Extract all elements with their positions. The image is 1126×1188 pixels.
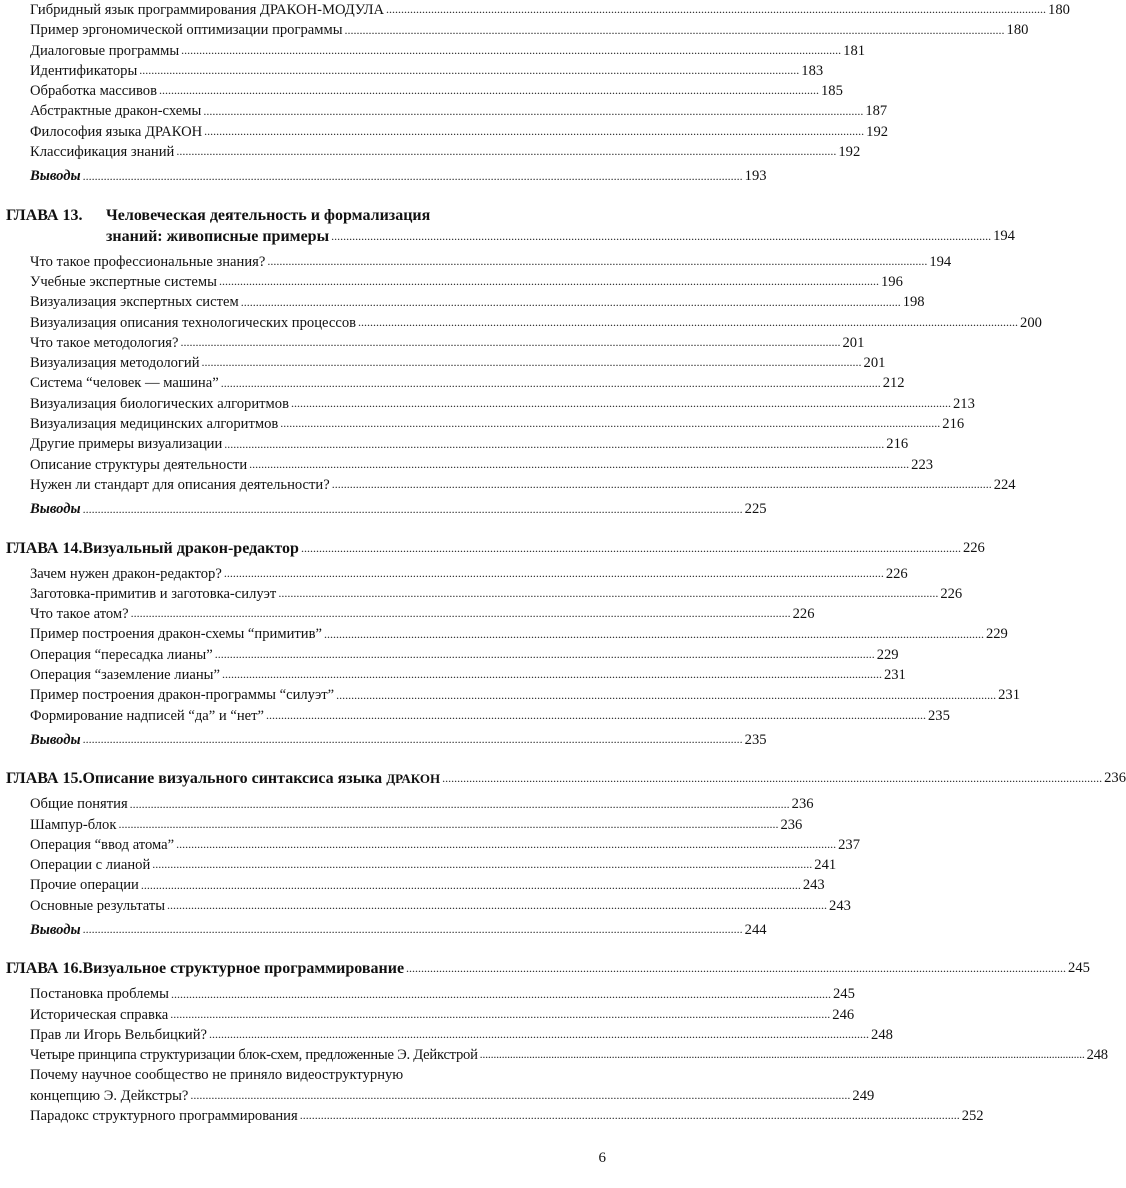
entry-page: 231	[998, 687, 1020, 704]
chapter-13-heading[interactable]	[6, 205, 1015, 247]
entry-page: 187	[865, 103, 888, 120]
leader-dots: ............................................................................................................................................................................................................................	[358, 314, 1019, 329]
toc-entry[interactable]	[30, 645, 899, 665]
leader-dots: ............................................................................................................................................................................................................................	[290, 396, 951, 411]
entry-page: 249	[852, 1087, 875, 1104]
toc-entry[interactable]	[30, 896, 851, 916]
entry-page: 226	[940, 585, 963, 602]
entry-title: Операция “заземление лианы”	[30, 667, 220, 684]
entry-title: Учебные экспертные системы	[30, 273, 217, 290]
leader-dots: ............................................................................................................................................................................................................................	[323, 626, 984, 641]
entry-page: 245	[832, 986, 855, 1003]
entry-page: 212	[882, 375, 905, 392]
leader-dots: ............................................................................................................................................................................................................................	[176, 144, 837, 159]
leader-dots: ............................................................................................................................................................................................................................	[214, 647, 875, 662]
entry-page: 181	[843, 42, 866, 59]
toc-entry[interactable]	[30, 584, 963, 604]
toc-summary-entry[interactable]	[30, 920, 767, 940]
leader-dots: ............................................................................................................................................................................................................................	[209, 1027, 870, 1042]
toc-summary-entry[interactable]	[30, 730, 767, 750]
toc-entry[interactable]	[30, 434, 909, 454]
leader-dots: ............................................................................................................................................................................................................................	[221, 667, 882, 682]
chapter-title-line1: Человеческая деятельность и формализация	[106, 206, 431, 224]
toc-entry[interactable]	[30, 333, 865, 353]
entry-page: 241	[814, 857, 837, 874]
chapter-title-suffix: ДРАКОН	[386, 771, 441, 787]
entry-page: 216	[886, 436, 909, 453]
chapter-14-heading[interactable]	[6, 538, 985, 559]
toc-entry[interactable]	[30, 835, 860, 855]
leader-dots: ............................................................................................................................................................................................................................	[170, 986, 831, 1001]
entry-title: Выводы	[30, 921, 81, 938]
entry-title: Пример эргономической оптимизации программы	[30, 22, 343, 39]
entry-page: 223	[911, 456, 934, 473]
leader-dots: ............................................................................................................................................................................................................................	[130, 606, 791, 621]
entry-title: Что такое атом?	[30, 606, 129, 623]
leader-dots: ............................................................................................................................................................................................................................	[249, 456, 910, 471]
leader-dots: ............................................................................................................................................................................................................................	[139, 63, 800, 78]
entry-title: Прав ли Игорь Вельбицкий?	[30, 1026, 208, 1043]
entry-page: 252	[961, 1108, 984, 1125]
entry-page: 237	[838, 836, 860, 853]
entry-page: 226	[885, 565, 908, 582]
entry-title: Пример построения дракон-схемы “примитив”	[30, 626, 322, 643]
entry-title: Философия языка ДРАКОН	[30, 123, 203, 140]
leader-dots: ............................................................................................................................................................................................................................	[220, 375, 881, 390]
toc-entry[interactable]	[30, 353, 886, 373]
toc-entry[interactable]	[30, 604, 815, 624]
toc-entry[interactable]	[30, 414, 965, 434]
entry-title: Визуализация медицинских алгоритмов	[30, 416, 279, 433]
entry-page: 192	[866, 123, 889, 140]
toc-summary-entry[interactable]	[30, 499, 767, 519]
entry-title: Гибридный язык программирования ДРАКОН-МОДУЛА	[30, 2, 385, 18]
toc-entry[interactable]	[30, 1045, 1108, 1065]
toc-entry[interactable]	[30, 81, 843, 101]
leader-dots: ............................................................................................................................................................................................................................	[140, 877, 801, 892]
leader-dots: ............................................................................................................................................................................................................................	[152, 857, 813, 872]
entry-title: Нужен ли стандарт для описания деятельности?	[30, 476, 330, 493]
leader-dots: ............................................................................................................................................................................................................................	[82, 168, 743, 183]
page-number: 6	[598, 1150, 606, 1166]
leader-dots: ............................................................................................................................................................................................................................	[280, 416, 941, 431]
entry-title: Операция “ввод атома”	[30, 836, 175, 853]
leader-dots: ............................................................................................................................................................................................................................	[181, 42, 842, 57]
entry-title: Другие примеры визуализации	[30, 436, 223, 453]
toc-entry[interactable]	[30, 475, 1016, 495]
leader-dots: ............................................................................................................................................................................................................................	[300, 540, 961, 555]
chapter-title-line2: знаний: живописные примеры	[106, 227, 330, 245]
entry-title: Общие понятия	[30, 796, 128, 813]
entry-page: 201	[863, 355, 886, 372]
leader-dots: ............................................................................................................................................................................................................................	[203, 103, 864, 118]
entry-page: 198	[902, 294, 925, 311]
toc-entry[interactable]	[30, 1106, 984, 1126]
entry-page: 193	[744, 168, 767, 185]
toc-entry[interactable]	[30, 101, 888, 121]
entry-page: 213	[952, 395, 975, 412]
toc-summary-entry[interactable]	[30, 166, 767, 186]
toc-entry[interactable]	[30, 455, 934, 475]
entry-page: 226	[792, 606, 815, 623]
entry-title: Визуализация методологий	[30, 355, 200, 372]
toc-entry[interactable]	[30, 875, 825, 895]
toc-entry[interactable]	[30, 685, 1020, 705]
leader-dots: ............................................................................................................................................................................................................................	[82, 922, 743, 937]
chapter-title: Описание визуального синтаксиса языка	[82, 770, 383, 788]
chapter-page: 245	[1068, 960, 1090, 977]
leader-dots: ............................................................................................................................................................................................................................	[406, 961, 1067, 976]
leader-dots: ............................................................................................................................................................................................................................	[204, 124, 865, 139]
chapter-page: 226	[962, 539, 985, 556]
entry-page: 200	[1020, 314, 1042, 331]
entry-title: Выводы	[30, 731, 81, 748]
entry-title: Парадокс структурного программирования	[30, 1108, 298, 1125]
entry-title: Описание структуры деятельности	[30, 456, 248, 473]
leader-dots: ............................................................................................................................................................................................................................	[386, 2, 1047, 17]
entry-title: Операции с лианой	[30, 857, 151, 874]
entry-page: 231	[883, 667, 906, 684]
chapter-title: Визуальное структурное программирование	[82, 960, 405, 978]
leader-dots: ............................................................................................................................................................................................................................	[240, 294, 901, 309]
toc-entry[interactable]	[30, 142, 861, 162]
leader-dots: ............................................................................................................................................................................................................................	[331, 477, 992, 492]
leader-dots: ............................................................................................................................................................................................................................	[118, 816, 779, 831]
entry-page: 192	[838, 144, 861, 161]
entry-title: Зачем нужен дракон-редактор?	[30, 565, 222, 582]
entry-page: 244	[744, 921, 767, 938]
entry-title: Выводы	[30, 501, 81, 518]
leader-dots: ............................................................................................................................................................................................................................	[265, 707, 926, 722]
entry-title: Что такое методология?	[30, 334, 179, 351]
entry-page: 180	[1006, 22, 1029, 39]
entry-title: Что такое профессиональные знания?	[30, 253, 266, 270]
entry-page: 201	[842, 334, 865, 351]
chapter-15-heading[interactable]	[6, 768, 1126, 789]
entry-title: Операция “пересадка лианы”	[30, 646, 213, 663]
toc-entry[interactable]	[30, 61, 824, 81]
entry-title: Обработка массивов	[30, 83, 157, 100]
entry-page: 243	[829, 897, 851, 914]
entry-page: 248	[1086, 1047, 1108, 1064]
leader-dots: ............................................................................................................................................................................................................................	[180, 335, 841, 350]
entry-title: Четыре принципа структуризации блок-схем, предложенные Э. Дейкстрой	[30, 1047, 478, 1064]
leader-dots: ............................................................................................................................................................................................................................	[224, 436, 885, 451]
toc-entry[interactable]	[30, 706, 950, 726]
leader-dots: ............................................................................................................................................................................................................................	[267, 253, 928, 268]
entry-title: Классификация знаний	[30, 144, 175, 161]
entry-title-line1: Почему научное сообщество не приняло видеоструктурную	[30, 1067, 404, 1084]
leader-dots: ............................................................................................................................................................................................................................	[170, 1006, 831, 1021]
chapter-number: ГЛАВА 16.	[6, 960, 83, 978]
leader-dots: ............................................................................................................................................................................................................................	[190, 1088, 851, 1103]
toc-entry[interactable]	[30, 564, 908, 584]
leader-dots: ............................................................................................................................................................................................................................	[167, 897, 828, 912]
leader-dots: ............................................................................................................................................................................................................................	[278, 586, 939, 601]
toc-entry[interactable]	[30, 122, 889, 142]
leader-dots: ............................................................................................................................................................................................................................	[299, 1108, 960, 1123]
toc-entry[interactable]	[30, 313, 1042, 333]
entry-title: Диалоговые программы	[30, 42, 180, 59]
entry-page: 225	[744, 501, 767, 518]
entry-page: 236	[791, 796, 814, 813]
entry-title: Историческая справка	[30, 1006, 169, 1023]
entry-title: Заготовка-примитив и заготовка-силуэт	[30, 585, 277, 602]
chapter-number: ГЛАВА 14.	[6, 539, 83, 557]
entry-page: 180	[1048, 2, 1070, 18]
entry-title: Идентификаторы	[30, 62, 138, 79]
leader-dots: ............................................................................................................................................................................................................................	[176, 837, 837, 852]
entry-page: 196	[880, 273, 903, 290]
entry-page: 235	[744, 731, 767, 748]
entry-title-line2: концепцию Э. Дейкстры?	[30, 1087, 189, 1104]
entry-page: 229	[876, 646, 899, 663]
entry-title: Шампур-блок	[30, 816, 117, 833]
leader-dots: ............................................................................................................................................................................................................................	[129, 796, 790, 811]
entry-page: 183	[801, 62, 824, 79]
leader-dots: ............................................................................................................................................................................................................................	[82, 501, 743, 516]
entry-page: 185	[821, 83, 843, 100]
entry-title: Основные результаты	[30, 897, 166, 914]
toc-entry[interactable]	[30, 1025, 893, 1045]
entry-title: Визуализация описания технологических процессов	[30, 314, 357, 331]
chapter-title: Визуальный дракон-редактор	[82, 539, 299, 557]
entry-page: 235	[927, 707, 950, 724]
entry-page: 246	[832, 1006, 855, 1023]
toc-entry[interactable]	[30, 394, 975, 414]
toc-entry[interactable]	[30, 984, 855, 1004]
entry-title: Визуализация экспертных систем	[30, 294, 239, 311]
entry-page: 248	[871, 1026, 893, 1043]
toc-entry[interactable]	[30, 1005, 855, 1025]
entry-title: Пример построения дракон-программы “силуэт”	[30, 687, 335, 704]
entry-title: Абстрактные дракон-схемы	[30, 103, 202, 120]
leader-dots: ............................................................................................................................................................................................................................	[82, 732, 743, 747]
entry-page: 229	[985, 626, 1008, 643]
toc-entry[interactable]	[30, 20, 1029, 40]
entry-title: Постановка проблемы	[30, 986, 169, 1003]
toc-entry[interactable]	[30, 794, 814, 814]
entry-page: 194	[929, 253, 952, 270]
leader-dots: ............................................................................................................................................................................................................................	[201, 355, 862, 370]
chapter-page: 236	[1104, 770, 1126, 787]
entry-page: 243	[802, 877, 825, 894]
leader-dots: ............................................................................................................................................................................................................................	[479, 1047, 1085, 1062]
leader-dots: ............................................................................................................................................................................................................................	[331, 228, 992, 243]
entry-title: Формирование надписей “да” и “нет”	[30, 707, 264, 724]
entry-title: Прочие операции	[30, 877, 139, 894]
chapter-page: 194	[993, 227, 1015, 244]
leader-dots: ............................................................................................................................................................................................................................	[223, 565, 884, 580]
toc-entry[interactable]	[30, 373, 905, 393]
entry-title: Система “человек — машина”	[30, 375, 219, 392]
toc-entry[interactable]	[30, 272, 903, 292]
leader-dots: ............................................................................................................................................................................................................................	[442, 771, 1103, 786]
leader-dots: ............................................................................................................................................................................................................................	[336, 687, 997, 702]
entry-title: Визуализация биологических алгоритмов	[30, 395, 289, 412]
toc-entry[interactable]	[30, 665, 906, 685]
entry-page: 236	[780, 816, 803, 833]
toc-entry[interactable]	[30, 0, 1070, 20]
entry-page: 224	[993, 476, 1016, 493]
chapter-number: ГЛАВА 15.	[6, 770, 83, 788]
toc-entry[interactable]	[30, 252, 952, 272]
toc-entry[interactable]	[30, 815, 803, 835]
entry-title: Выводы	[30, 168, 81, 185]
chapter-16-heading[interactable]	[6, 958, 1090, 979]
entry-page: 216	[942, 416, 965, 433]
toc-entry[interactable]	[30, 855, 837, 875]
toc-entry[interactable]	[30, 292, 925, 312]
leader-dots: ............................................................................................................................................................................................................................	[344, 22, 1005, 37]
toc-entry[interactable]	[30, 41, 866, 61]
toc-entry[interactable]	[30, 624, 1008, 644]
leader-dots: ............................................................................................................................................................................................................................	[218, 274, 879, 289]
leader-dots: ............................................................................................................................................................................................................................	[159, 83, 819, 98]
chapter-number: ГЛАВА 13.	[6, 206, 83, 224]
toc-entry-wrapped[interactable]	[30, 1065, 875, 1106]
